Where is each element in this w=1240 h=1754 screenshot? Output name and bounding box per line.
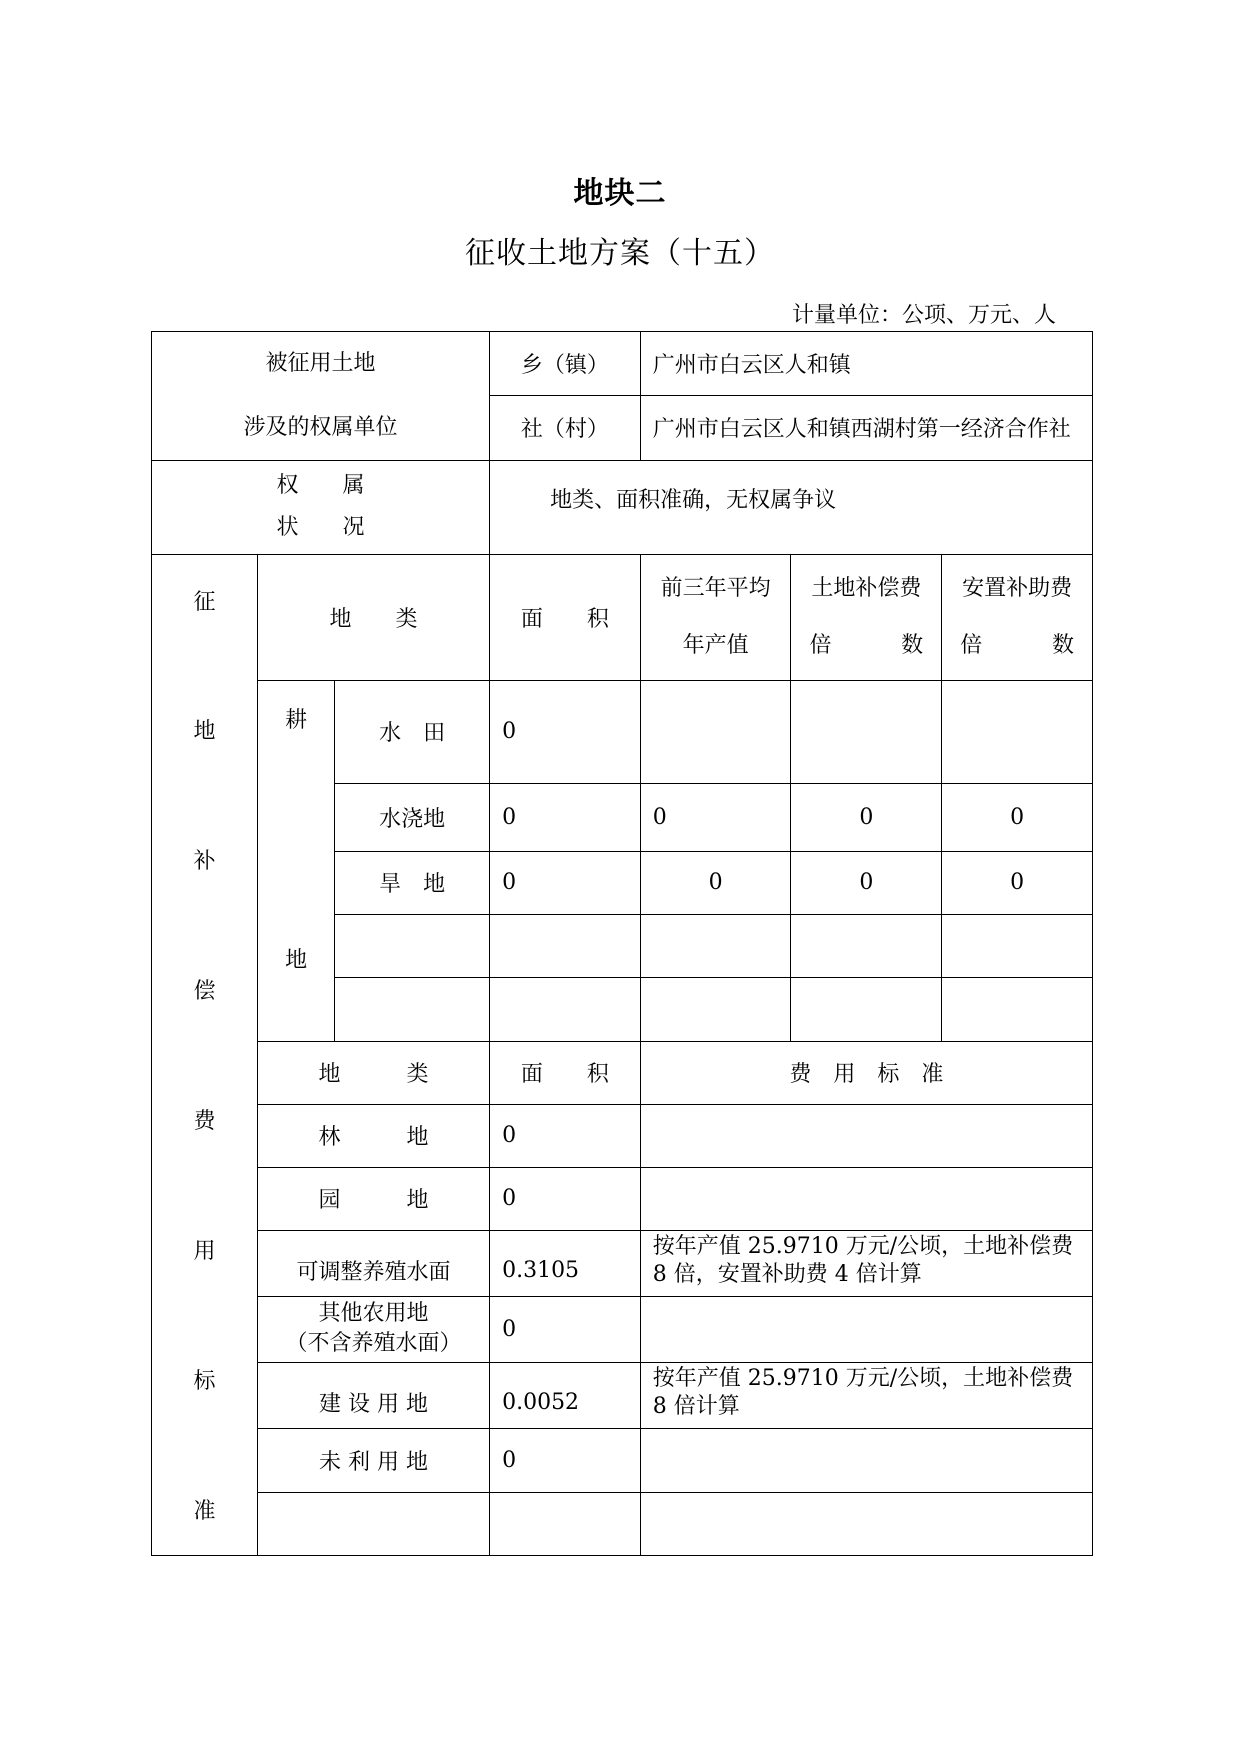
- other-header-land-type: 地 类: [257, 1041, 489, 1104]
- section-label-char: 偿: [193, 979, 216, 1005]
- other-area: 0: [490, 1167, 641, 1230]
- header-resettle-line2a: 倍: [960, 633, 983, 659]
- other-standard: 按年产值 25.9710 万元/公顷，土地补偿费 8 倍计算: [640, 1362, 1092, 1428]
- table-row: [152, 680, 1093, 783]
- cultivated-land-comp: [791, 977, 942, 1041]
- owner-label-line1: 被征用土地: [265, 351, 376, 376]
- section-label-char: 标: [193, 1368, 216, 1394]
- cultivated-land-comp: [791, 680, 942, 783]
- section-label-cell: [152, 554, 258, 1555]
- header-avg-output-line2: 年产值: [682, 633, 749, 659]
- other-name: 可调整养殖水面: [257, 1230, 489, 1296]
- section-label-char: 补: [193, 849, 216, 875]
- other-standard: 按年产值 25.9710 万元/公顷，土地补偿费 8 倍，安置补助费 4 倍计算: [640, 1230, 1092, 1296]
- cultivated-resettle: [942, 680, 1093, 783]
- other-name: 其他农用地 （不含养殖水面）: [257, 1296, 489, 1362]
- cultivated-resettle: [942, 914, 1093, 977]
- other-standard: [640, 1104, 1092, 1167]
- other-name: 林 地: [257, 1104, 489, 1167]
- village-value: 广州市白云区人和镇西湖村第一经济合作社: [640, 396, 1092, 460]
- other-standard: [640, 1428, 1092, 1492]
- page-subtitle: 征收土地方案（十五）: [465, 236, 775, 271]
- other-area: 0: [490, 1428, 641, 1492]
- cultivated-area: 0: [490, 783, 641, 851]
- cultivated-name: 水 田: [335, 680, 490, 783]
- cultivated-name: [335, 914, 490, 977]
- cultivated-avg: [640, 680, 791, 783]
- cultivated-land-comp: [791, 914, 942, 977]
- cultivated-resettle: 0: [942, 851, 1093, 914]
- other-name: 园 地: [257, 1167, 489, 1230]
- header-resettle-line1: 安置补助费: [962, 575, 1073, 601]
- section-label-stack: [152, 555, 257, 1555]
- other-standard: [640, 1296, 1092, 1362]
- status-label-line2: 状 况: [276, 515, 365, 541]
- header-land-comp-line2b: 数: [901, 633, 924, 659]
- page-title: 地块二: [573, 176, 667, 211]
- other-standard: [640, 1167, 1092, 1230]
- section-label-char: 地: [193, 719, 216, 745]
- header-avg-output-line1: 前三年平均: [660, 575, 771, 601]
- status-label-cell: [152, 460, 490, 554]
- other-name: 未 利 用 地: [257, 1428, 489, 1492]
- other-standard: [640, 1492, 1092, 1555]
- other-name: 建 设 用 地: [257, 1362, 489, 1428]
- cultivated-resettle: [942, 977, 1093, 1041]
- section-label-char: 费: [193, 1108, 216, 1134]
- status-label-line1: 权 属: [276, 473, 365, 499]
- section-label-char: 用: [193, 1238, 216, 1264]
- table-row: [152, 1296, 1093, 1362]
- cultivated-group-label-bottom: 地: [285, 947, 308, 973]
- owner-label-cell: [152, 332, 490, 461]
- cultivated-name: [335, 977, 490, 1041]
- other-header-area: 面 积: [490, 1041, 641, 1104]
- land-requisition-table: [151, 331, 1093, 1556]
- unit-label: 计量单位：公项、万元、人: [791, 303, 1056, 328]
- cultivated-area: [490, 977, 641, 1041]
- cultivated-group-label: [257, 680, 334, 1041]
- cultivated-land-comp: 0: [791, 851, 942, 914]
- header-land-comp-line2a: 倍: [809, 633, 832, 659]
- table-row: [152, 1492, 1093, 1555]
- header-land-comp-line1: 土地补偿费: [811, 575, 922, 601]
- cultivated-land-comp: 0: [791, 783, 942, 851]
- other-header-standard: 费 用 标 准: [640, 1041, 1092, 1104]
- header-avg-output: [640, 554, 791, 680]
- other-area: 0.0052: [490, 1362, 641, 1428]
- header-area: 面 积: [490, 554, 641, 680]
- header-land-type: 地 类: [257, 554, 489, 680]
- cultivated-area: 0: [490, 680, 641, 783]
- other-area: 0: [490, 1104, 641, 1167]
- other-area: 0: [490, 1296, 641, 1362]
- cultivated-avg: 0: [640, 783, 791, 851]
- other-area: 0.3105: [490, 1230, 641, 1296]
- cultivated-group-label-top: 耕: [285, 707, 308, 733]
- section-label-char: 准: [193, 1498, 216, 1524]
- owner-label-line2: 涉及的权属单位: [243, 414, 398, 440]
- header-resettle-line2b: 数: [1051, 633, 1074, 659]
- cultivated-avg: [640, 977, 791, 1041]
- table-row: [152, 1230, 1093, 1296]
- town-label: 乡（镇）: [490, 332, 641, 396]
- table-row: [152, 1167, 1093, 1230]
- section-label-char: 征: [193, 589, 216, 615]
- header-resettle: [942, 554, 1093, 680]
- town-value: 广州市白云区人和镇: [640, 332, 1092, 396]
- cultivated-area: [490, 914, 641, 977]
- table-row: [152, 1104, 1093, 1167]
- cultivated-resettle: 0: [942, 783, 1093, 851]
- cultivated-name: 旱 地: [335, 851, 490, 914]
- status-value: 地类、面积准确，无权属争议: [490, 460, 1093, 554]
- cultivated-avg: [640, 914, 791, 977]
- header-land-comp: [791, 554, 942, 680]
- cultivated-area: 0: [490, 851, 641, 914]
- village-label: 社（村）: [490, 396, 641, 460]
- table-row: [152, 1362, 1093, 1428]
- table-row: [152, 1428, 1093, 1492]
- cultivated-avg: 0: [640, 851, 791, 914]
- other-area: [490, 1492, 641, 1555]
- other-name: [257, 1492, 489, 1555]
- cultivated-name: 水浇地: [335, 783, 490, 851]
